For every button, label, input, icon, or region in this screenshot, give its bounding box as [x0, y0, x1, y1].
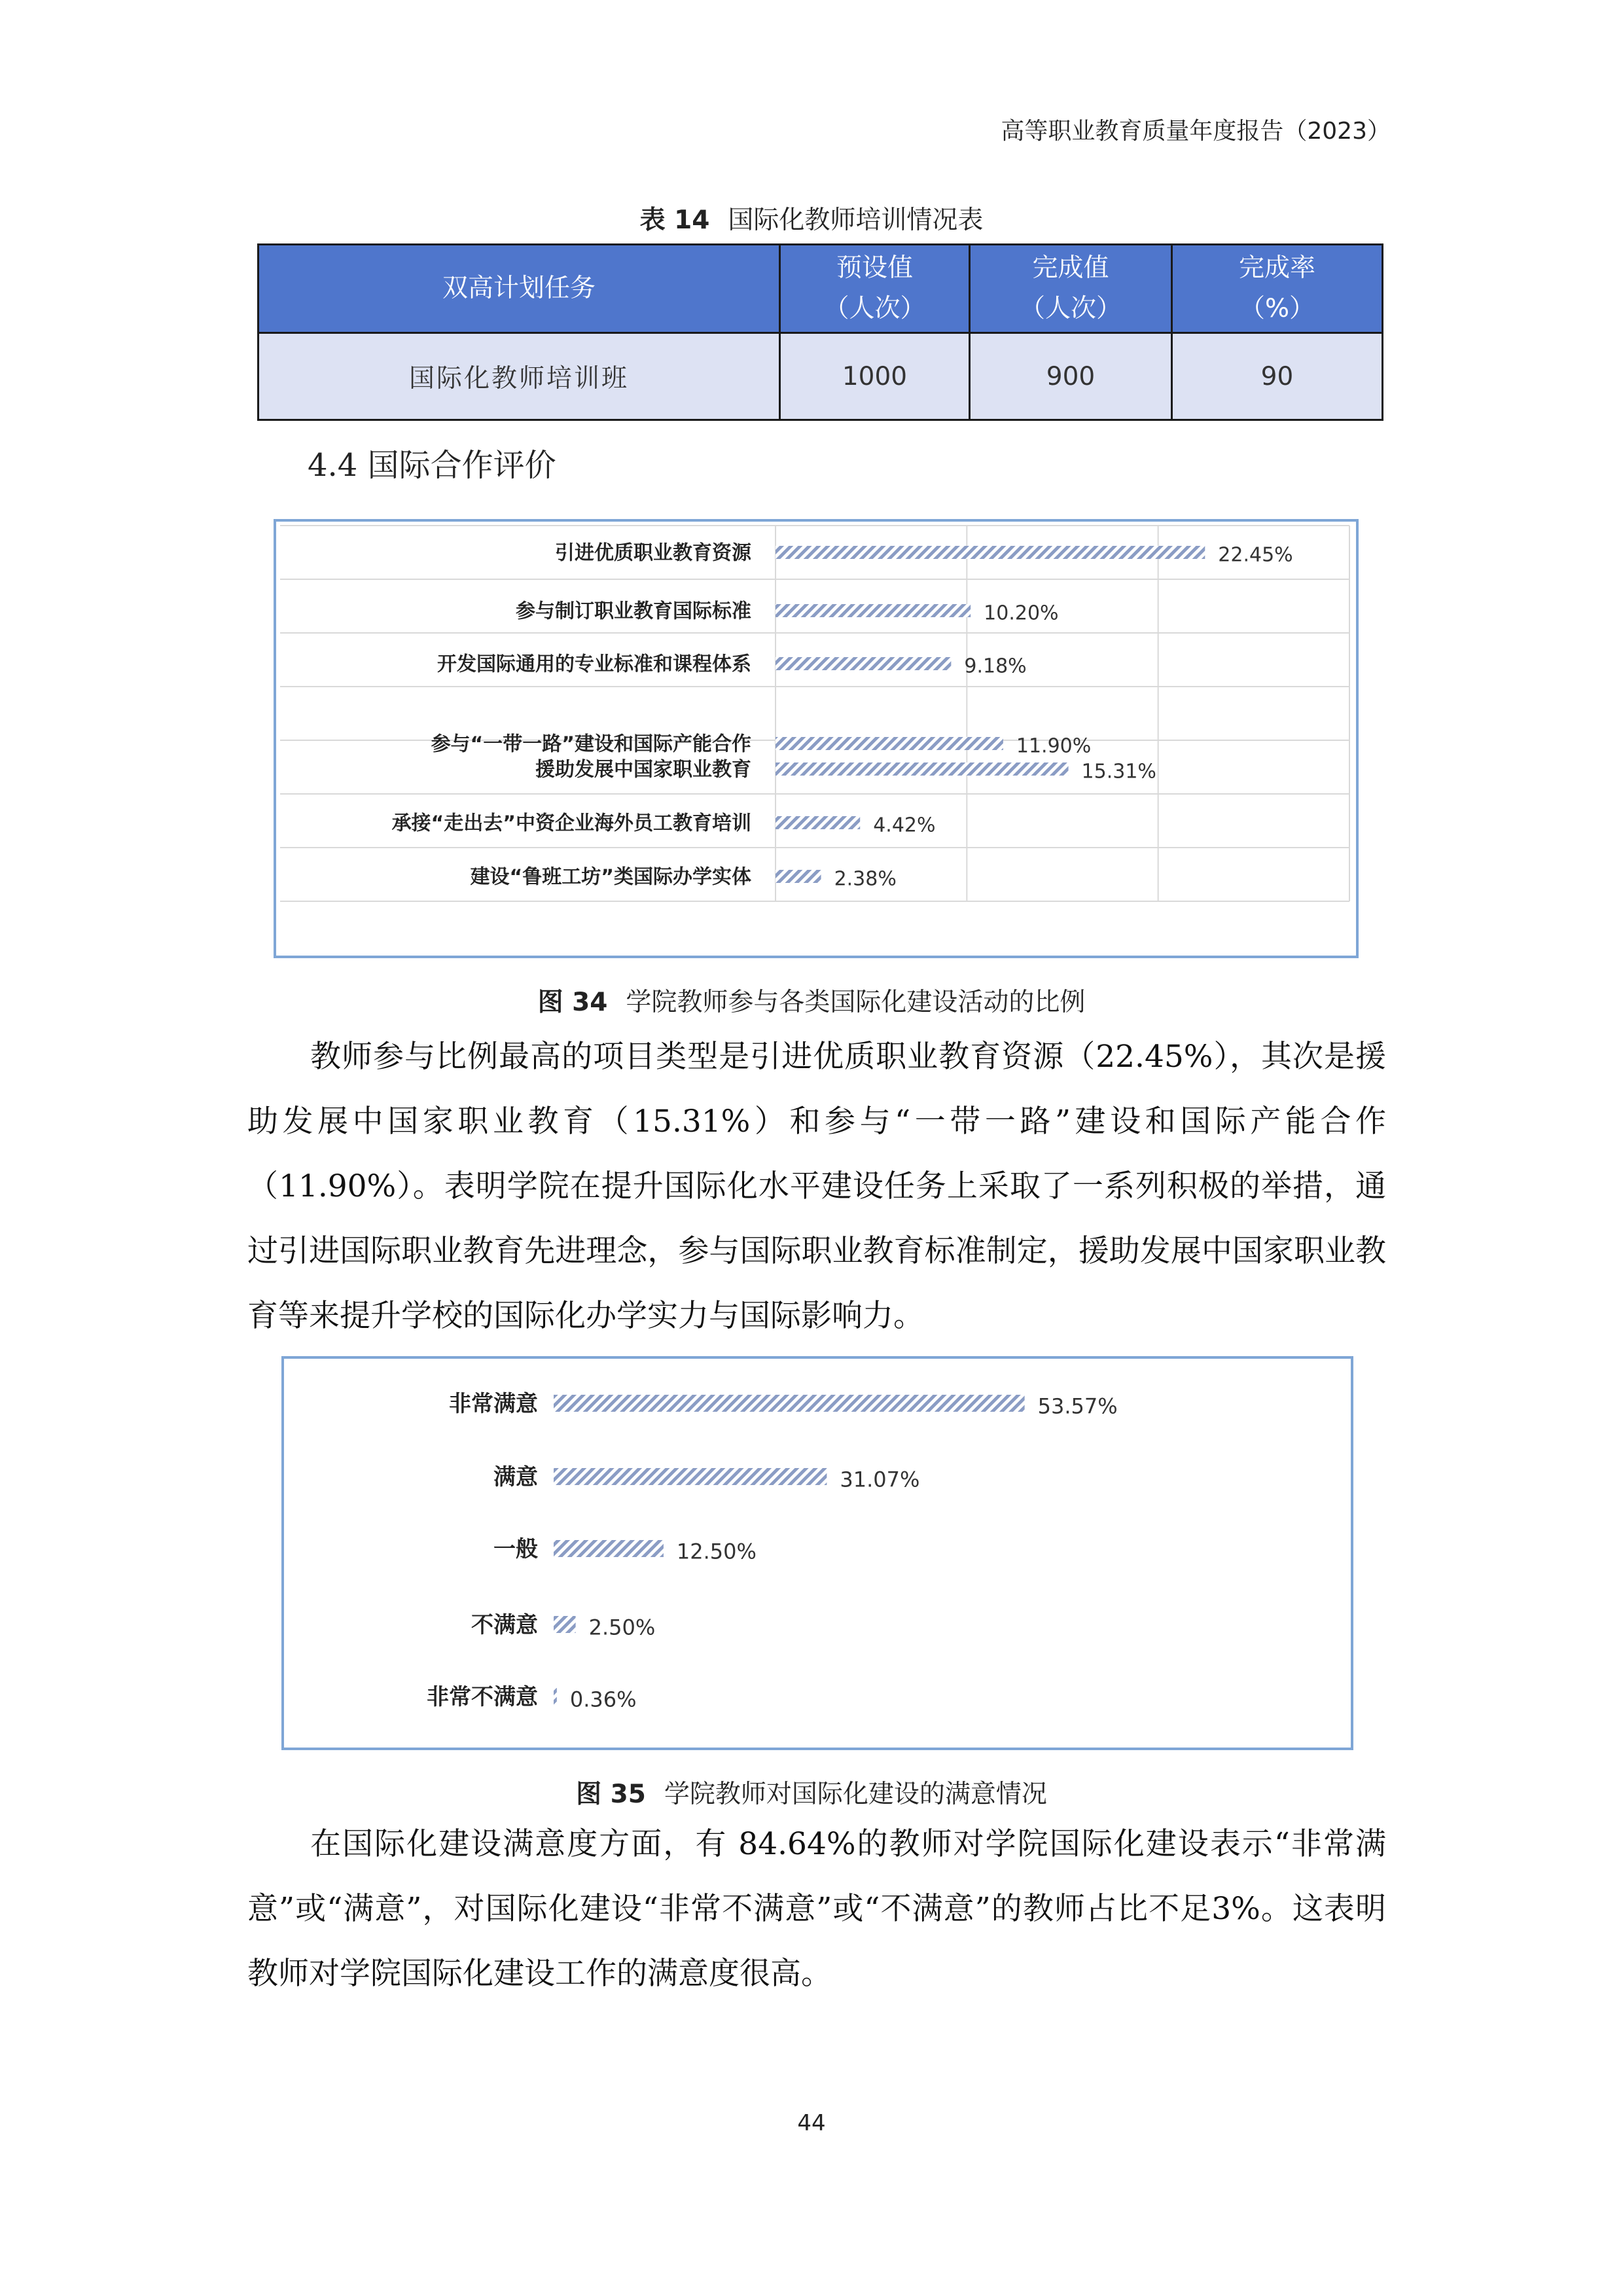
category-label: 一般: [493, 1535, 538, 1562]
value-label: 11.90%: [1016, 734, 1092, 758]
bar: [554, 1688, 557, 1705]
page-number: 44: [797, 2110, 826, 2136]
col-header-planned: 预设值 （人次）: [780, 245, 970, 333]
bar: [554, 1616, 576, 1633]
category-label: 援助发展中国家职业教育: [535, 758, 751, 781]
value-label: 12.50%: [676, 1539, 757, 1564]
fig34-caption: [0, 982, 1623, 1018]
cell-completed: 900: [970, 333, 1172, 420]
category-label: 满意: [493, 1463, 538, 1490]
fig35-caption-prefix: 图 35: [576, 1780, 646, 1809]
fig35-chart: [281, 1356, 1353, 1750]
table-header-row: [259, 245, 1383, 333]
section-title: 4.4 国际合作评价: [308, 447, 556, 484]
value-label: 31.07%: [840, 1467, 920, 1492]
bar: [776, 762, 1069, 776]
table-row: [259, 333, 1383, 420]
paragraph-1: 教师参与比例最高的项目类型是引进优质职业教育资源（22.45%），其次是援助发展中国家职业教育（15.31%）和参与“一带一路”建设和国际产能合作（11.90%）。表明学院在提升国际化水平建设任务上采取了一系列积极的举措，通过引进国际职业教育先进理念，参与国际职业教育标准制定，援助发展中国家职业教育等来提升学校的国际化办学实力与国际影响力。: [247, 1039, 1386, 1334]
page-header: 高等职业教育质量年度报告（2023）: [1001, 118, 1391, 145]
col-header-task: 双高计划任务: [259, 245, 780, 333]
category-label: 建设“鲁班工坊”类国际办学实体: [470, 865, 751, 889]
fig34-caption-title: 学院教师参与各类国际化建设活动的比例: [626, 988, 1086, 1017]
category-label: 引进优质职业教育资源: [555, 541, 751, 565]
bar: [776, 816, 860, 829]
category-label: 承接“走出去”中资企业海外员工教育培训: [391, 812, 751, 835]
bar: [554, 1395, 1025, 1412]
category-label: 不满意: [471, 1611, 538, 1638]
category-label: 参与制订职业教育国际标准: [516, 600, 751, 623]
col-header-completed: 完成值 （人次）: [970, 245, 1172, 333]
value-label: 10.20%: [984, 601, 1059, 625]
value-label: 4.42%: [873, 814, 936, 837]
cell-rate: 90: [1172, 333, 1383, 420]
bar: [776, 546, 1205, 559]
training-table: [257, 243, 1383, 421]
fig34-chart: [274, 519, 1359, 958]
category-label: 开发国际通用的专业标准和课程体系: [437, 653, 751, 676]
fig34-svg: [276, 522, 1356, 956]
table-caption-title: 国际化教师培训情况表: [728, 206, 984, 235]
fig34-caption-prefix: 图 34: [537, 988, 608, 1017]
fig35-svg: [284, 1359, 1351, 1748]
value-label: 9.18%: [964, 655, 1027, 678]
category-label: 非常满意: [449, 1390, 538, 1417]
table-caption-prefix: 表 14: [639, 206, 710, 235]
value-label: 22.45%: [1218, 543, 1293, 567]
category-label: 参与“一带一路”建设和国际产能合作: [431, 732, 751, 756]
bar: [776, 870, 821, 883]
paragraph-2: 在国际化建设满意度方面，有 84.64%的教师对学院国际化建设表示“非常满意”或“满意”，对国际化建设“非常不满意”或“不满意”的教师占比不足3%。这表明教师对学院国际化建设工作的满意度很高。: [247, 1826, 1386, 1992]
value-label: 0.36%: [569, 1687, 637, 1712]
fig35-caption-title: 学院教师对国际化建设的满意情况: [664, 1780, 1047, 1809]
bar: [776, 604, 971, 617]
value-label: 2.38%: [834, 867, 897, 891]
value-label: 15.31%: [1081, 760, 1156, 783]
bar: [554, 1468, 827, 1485]
value-label: 53.57%: [1037, 1393, 1118, 1419]
category-label: 非常不满意: [427, 1683, 538, 1710]
value-label: 2.50%: [588, 1615, 656, 1640]
cell-task: 国际化教师培训班: [259, 333, 780, 420]
bar: [554, 1540, 664, 1557]
fig35-caption: [0, 1774, 1623, 1810]
bar: [776, 737, 1003, 750]
col-header-rate: 完成率 （%）: [1172, 245, 1383, 333]
table-caption: [0, 200, 1623, 236]
bar: [776, 657, 951, 670]
cell-planned: 1000: [780, 333, 970, 420]
